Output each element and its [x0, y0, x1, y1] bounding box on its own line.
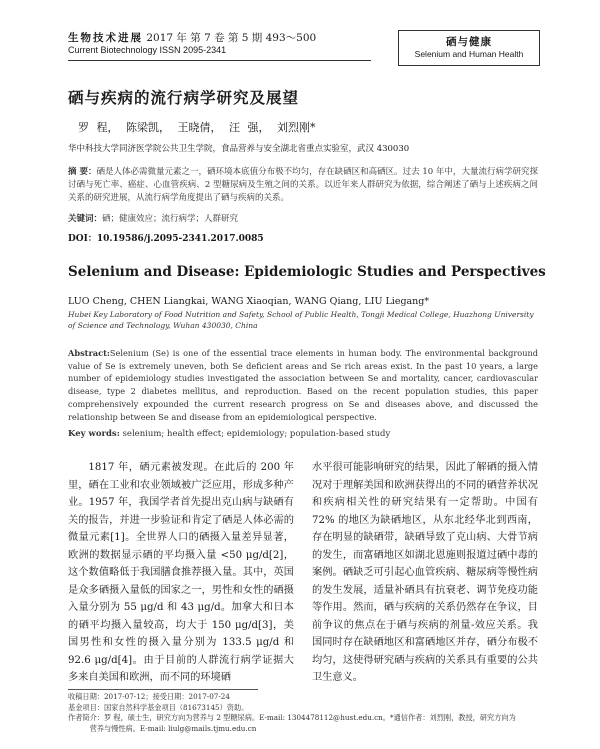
abstract-en [68, 347, 538, 423]
column-label-box [398, 30, 540, 66]
footnote-author-bio: 作者简介：罗 程，硕士生，研究方向为营养与 2 型糖尿病。E-mail: 1304478112@hust.edu.cn。*通信作者：刘烈刚，教授，研究方向为 [68, 713, 516, 722]
authors-en: LUO Cheng, CHEN Liangkai, WANG Xiaoqian, WANG Qiang, LIU Liegang* [68, 296, 430, 307]
abstract-text-en: Selenium (Se) is one of the essential trace elements in human body. The environmental background value of Se is extremely uneven, both Se deficient areas and Se rich areas exist. In the past 10 years, a large number of epidemiology studies investigated the association between Se and mortality, cancer, cardiovascular disease, type 2 diabetes mellitus, and reproduction. Based on the recent population studies, this paper comprehensively expounded the current research progress on Se and diseases above, and discussed the relationship between Se and disease from an epidemiological perspective. [68, 348, 538, 422]
footnote-author-bio-2: 营养与慢性病。E-mail: liulg@mails.tjmu.edu.cn [89, 723, 257, 733]
body-paragraph: 水平很可能影响研究的结果，因此了解硒的摄入情况对于理解美国和欧洲获得出的不同的硒营养状况和疾病相关性的研究结果有一定帮助。中国有 72% 的地区为缺硒地区，从东北经华北到西南，存在明显的缺硒带，缺硒导致了克山病、大骨节病的发生，而富硒地区如湖北恩施则报道过硒中毒的案例。硒缺乏可引起心血管疾病、糖尿病等慢性病的发生发展，适量补硒具有抗衰老、调节免疫功能等作用。然而，硒与疾病的关系仍然存在争议，目前争议的焦点在于硒与疾病的剂量-效应关系。我国同时存在缺硒地区和富硒地区并存，硒分布极不均匀，这使得研究硒与疾病的关系具有重要的公共卫生意义。 [312, 462, 538, 683]
abstract-cn [68, 166, 538, 205]
abstract-label-cn: 摘 要： [68, 167, 97, 177]
abstract-text-cn: 硒是人体必需微量元素之一，硒环境本底值分布极不均匀，存在缺硒区和高硒区。过去 10 年中，大量流行病学研究探讨硒与死亡率、癌症、心血管疾病、2 型糖尿病及生殖之间的关系。以近年来人群研究为依据，综合阐述了硒与上述疾病之间关系的研究进展，从流行病学角度提出了硒与疾病的关系。 [68, 167, 538, 203]
keywords-label-en: Key words: [68, 429, 120, 439]
affiliation-en: Hubei Key Laboratory of Food Nutrition and Safety, School of Public Health, Tongji Medical College, Huazhong University of Science and Technology, Wuhan 430030, China [68, 310, 534, 330]
affiliation-cn: 华中科技大学同济医学院公共卫生学院，食品营养与安全湖北省重点实验室，武汉 430030 [68, 144, 410, 154]
footnote-divider [68, 689, 258, 690]
journal-issue-line [68, 30, 316, 45]
header-divider [68, 60, 371, 61]
keywords-en [68, 429, 390, 439]
journal-name-cn: 生物技术进展 [68, 32, 143, 44]
keywords-text-en: selenium; health effect; epidemiology; population-based study [122, 429, 391, 439]
journal-issue: 2017 年 第 7 卷 第 5 期 493～500 [146, 32, 317, 44]
keywords-label-cn: 关键词： [68, 214, 103, 224]
abstract-label-en: Abstract: [68, 348, 110, 358]
doi: DOI：10.19586/j.2095-2341.2017.0085 [68, 234, 264, 244]
column-title-cn: 硒与健康 [446, 36, 492, 48]
authors-cn: 罗 程， 陈梁凯， 王晓倩， 汪 强， 刘烈刚* [78, 121, 316, 134]
footnote-received: 收稿日期：2017-07-12；接受日期：2017-07-24 [68, 692, 230, 701]
body-paragraph: 1817 年，硒元素被发现。在此后的 200 年里，硒在工业和农业领域被广泛应用，形成多种产业。1957 年，我国学者首先提出克山病与缺硒有关的报告，并进一步验证和肯定了硒是人体必需的微量元素[1]。全世界人口的硒摄入量差异显著，欧洲的数据显示硒的平均摄入量 <50 μg/d[2]，这个数值略低于我国膳食推荐摄入量。其中，英国是众多硒摄入量低的国家之一，男性和女性的硒摄入量分别为 55 μg/d 和 43 μg/d。加拿大和日本的硒平均摄入量较高，均大于 150 μg/d[3]，美国男性和女性的摄入量分别为 133.5 μg/d 和 92.6 μg/d[4]。由于目前的人群流行病学证据大多来自美国和欧洲，而不同的环境硒 [68, 462, 294, 683]
body-column-left [68, 459, 294, 687]
article-title-cn: 硒与疾病的流行病学研究及展望 [68, 90, 300, 107]
footnote-funding: 基金项目：国家自然科学基金项目（81673145）资助。 [68, 702, 249, 712]
article-title-en: Selenium and Disease: Epidemiologic Studies and Perspectives [68, 264, 546, 280]
column-title-en: Selenium and Human Health [414, 49, 524, 59]
footnotes [68, 692, 538, 734]
keywords-text-cn: 硒；健康效应；流行病学；人群研究 [102, 214, 239, 224]
keywords-cn [68, 212, 238, 224]
journal-name-en: Current Biotechnology ISSN 2095-2341 [68, 45, 227, 55]
body-column-right [312, 459, 538, 687]
